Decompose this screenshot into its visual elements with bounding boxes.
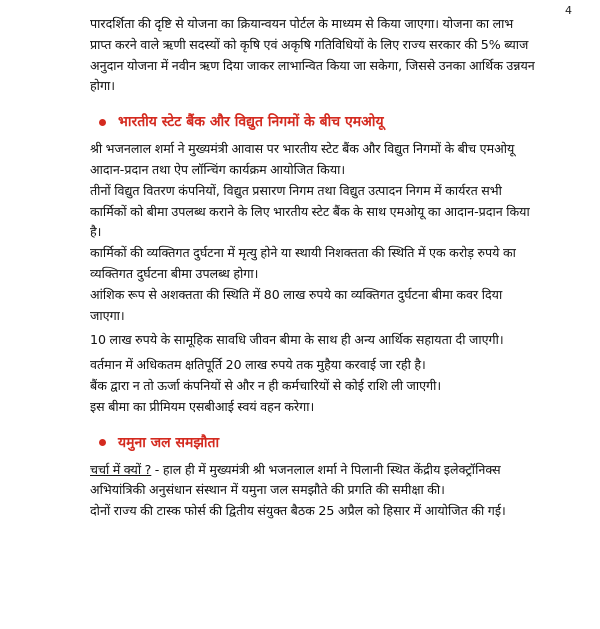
section-heading-sbi-mou-text: भारतीय स्टेट बैंक और विद्युत निगमों के बीच एमओयू [118,114,384,131]
sbi-paragraph-6: वर्तमान में अधिकतम क्षतिपूर्ति 20 लाख रुपये तक मुहैया करवाई जा रही है। [90,357,426,373]
why-in-news-label: चर्चा में क्यों ? [90,461,152,477]
section-heading-sbi-mou [90,111,536,133]
sbi-paragraph-2: तीनों विद्युत वितरण कंपनियों, विद्युत प्रसारण निगम तथा विद्युत उत्पादन निगम में कार्यरत सभी कार्मिकों को बीमा उपलब्ध कराने के लिए भारतीय स्टेट बैंक के साथ एमओयू का आदान-प्रदान किया है। [90,182,530,240]
bullet-icon [99,439,106,446]
sbi-paragraph-4: आंशिक रूप से अशक्तता की स्थिति में 80 लाख रुपये का व्यक्तिगत दुर्घटना बीमा कवर दिया जाएगा। [90,286,503,323]
section-heading-yamuna-text: यमुना जल समझौता [118,434,220,451]
sbi-paragraph-5: 10 लाख रुपये के सामूहिक सावधि जीवन बीमा के साथ ही अन्य आर्थिक सहायता दी जाएगी। [90,332,504,348]
yamuna-paragraph-1: दोनों राज्य की टास्क फोर्स की द्वितीय संयुक्त बैठक 25 अप्रैल को हिसार में आयोजित की गई। [90,503,506,519]
page-number: 4 [565,4,572,17]
page-content [90,14,536,522]
yamuna-why-paragraph [90,460,536,502]
bullet-icon [99,119,106,126]
why-in-news-text: - हाल ही में मुख्यमंत्री श्री भजनलाल शर्मा ने पिलानी स्थित केंद्रीय इलेक्ट्रॉनिक्स अभियांत्रिकी अनुसंधान संस्थान में यमुना जल समझौते की प्रगति की समीक्षा की। [90,461,501,498]
sbi-paragraph-3: कार्मिकों की व्यक्तिगत दुर्घटना में मृत्यु होने या स्थायी निशक्तता की स्थिति में एक करोड़ रुपये का व्यक्तिगत दुर्घटना बीमा उपलब्ध होगा। [90,245,516,281]
sbi-paragraph-7: बैंक द्वारा न तो ऊर्जा कंपनियों से और न ही कर्मचारियों से कोई राशि ली जाएगी। [90,377,442,393]
intro-paragraph: पारदर्शिता की दृष्टि से योजना का क्रियान्वयन पोर्टल के माध्यम से किया जाएगा। योजना का लाभ प्राप्त करने वाले ऋणी सदस्यों को कृषि एवं अकृषि गतिविधियों के लिए राज्य सरकार की 5% ब्याज अनुदान योजना में नवीन ऋण दिया जाकर लाभान्वित किया जा सकेगा, जिससे उनका आर्थिक उन्नयन होगा। [90,16,535,94]
section-heading-yamuna [90,432,536,454]
sbi-paragraph-8: इस बीमा का प्रीमियम एसबीआई स्वयं वहन करेगा। [90,398,315,414]
sbi-paragraph-1: श्री भजनलाल शर्मा ने मुख्यमंत्री आवास पर भारतीय स्टेट बैंक और विद्युत निगमों के बीच एमओयू आदान-प्रदान तथा ऐप लॉन्चिंग कार्यक्रम आयोजित किया। [90,141,515,177]
